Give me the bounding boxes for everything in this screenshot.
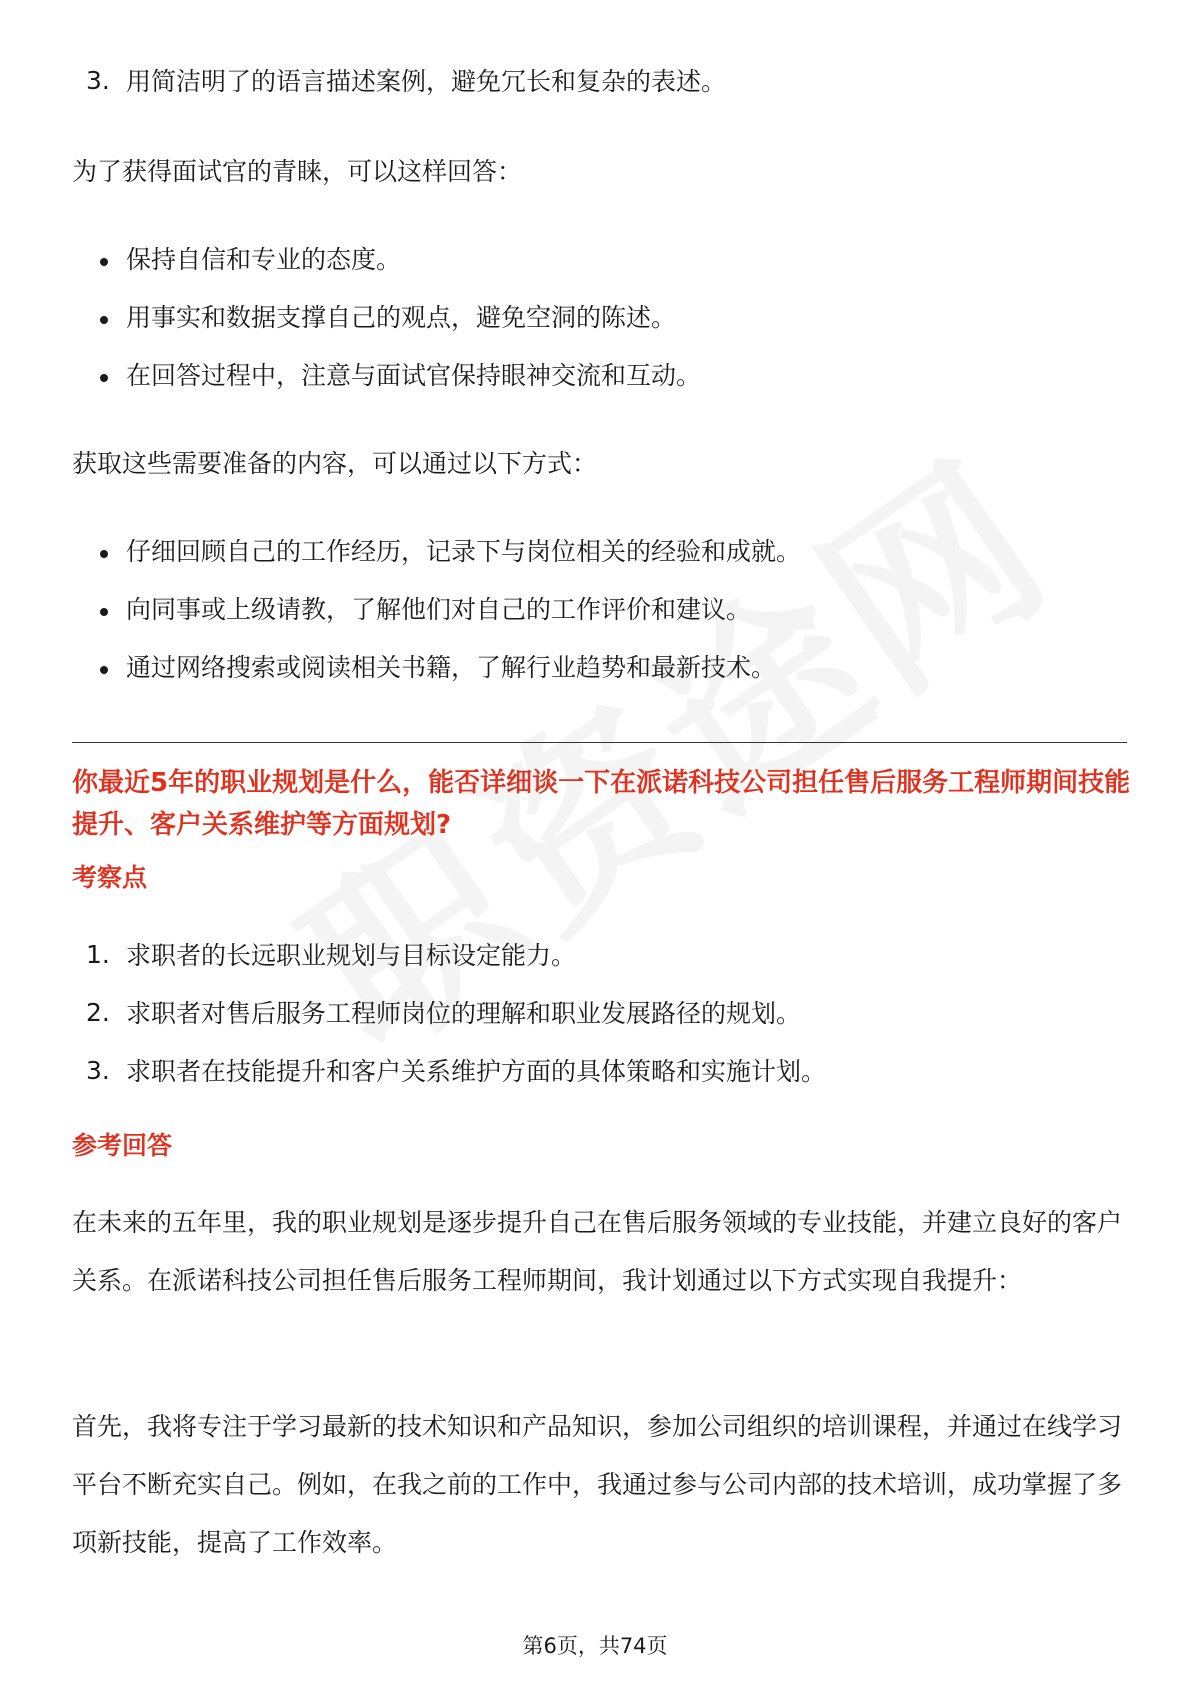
section-divider [72, 742, 1127, 743]
point-text: 求职者在技能提升和客户关系维护方面的具体策略和实施计划。 [126, 1057, 827, 1086]
bullet-icon [100, 316, 108, 324]
answer-heading: 参考回答 [72, 1131, 173, 1160]
bullet-item: 用事实和数据支撑自己的观点，避免空洞的陈述。 [126, 303, 677, 332]
page-number: 第6页，共74页 [522, 1634, 668, 1658]
numbered-item-text: 用简洁明了的语言描述案例，避免冗长和复杂的表述。 [126, 67, 727, 96]
points-heading: 考察点 [72, 863, 148, 892]
bullet-item: 通过网络搜索或阅读相关书籍，了解行业趋势和最新技术。 [126, 653, 777, 682]
bullet-item: 在回答过程中，注意与面试官保持眼神交流和互动。 [126, 361, 702, 390]
point-text: 求职者的长远职业规划与目标设定能力。 [126, 941, 577, 970]
bullet-item: 向同事或上级请教，了解他们对自己的工作评价和建议。 [126, 595, 752, 624]
watermark [244, 385, 1097, 1102]
numbered-item-number: 3. [86, 66, 110, 95]
bullet-icon [100, 258, 108, 266]
bullet-icon [100, 374, 108, 382]
point-number: 3. [86, 1056, 110, 1085]
point-text: 求职者对售后服务工程师岗位的理解和职业发展路径的规划。 [126, 999, 802, 1028]
answer-paragraph: 在未来的五年里，我的职业规划是逐步提升自己在售后服务领域的专业技能，并建立良好的客户关系。在派诺科技公司担任售后服务工程师期间，我计划通过以下方式实现自我提升： [72, 1208, 1123, 1295]
bullet-icon [100, 550, 108, 558]
section-intro: 获取这些需要准备的内容，可以通过以下方式： [72, 449, 598, 478]
bullet-item: 保持自信和专业的态度。 [126, 245, 402, 274]
point-number: 1. [86, 940, 110, 969]
section-intro: 为了获得面试官的青睐，可以这样回答： [72, 157, 523, 186]
bullet-item: 仔细回顾自己的工作经历，记录下与岗位相关的经验和成就。 [126, 537, 802, 566]
point-number: 2. [86, 998, 110, 1027]
bullet-icon [100, 608, 108, 616]
question-title: 你最近5年的职业规划是什么，能否详细谈一下在派诺科技公司担任售后服务工程师期间技能提升、客户关系维护等方面规划? [72, 768, 1131, 840]
answer-paragraph: 首先，我将专注于学习最新的技术知识和产品知识，参加公司组织的培训课程，并通过在线学习平台不断充实自己。例如，在我之前的工作中，我通过参与公司内部的技术培训，成功掌握了多项新技能，提高了工作效率。 [72, 1412, 1123, 1557]
bullet-icon [100, 666, 108, 674]
